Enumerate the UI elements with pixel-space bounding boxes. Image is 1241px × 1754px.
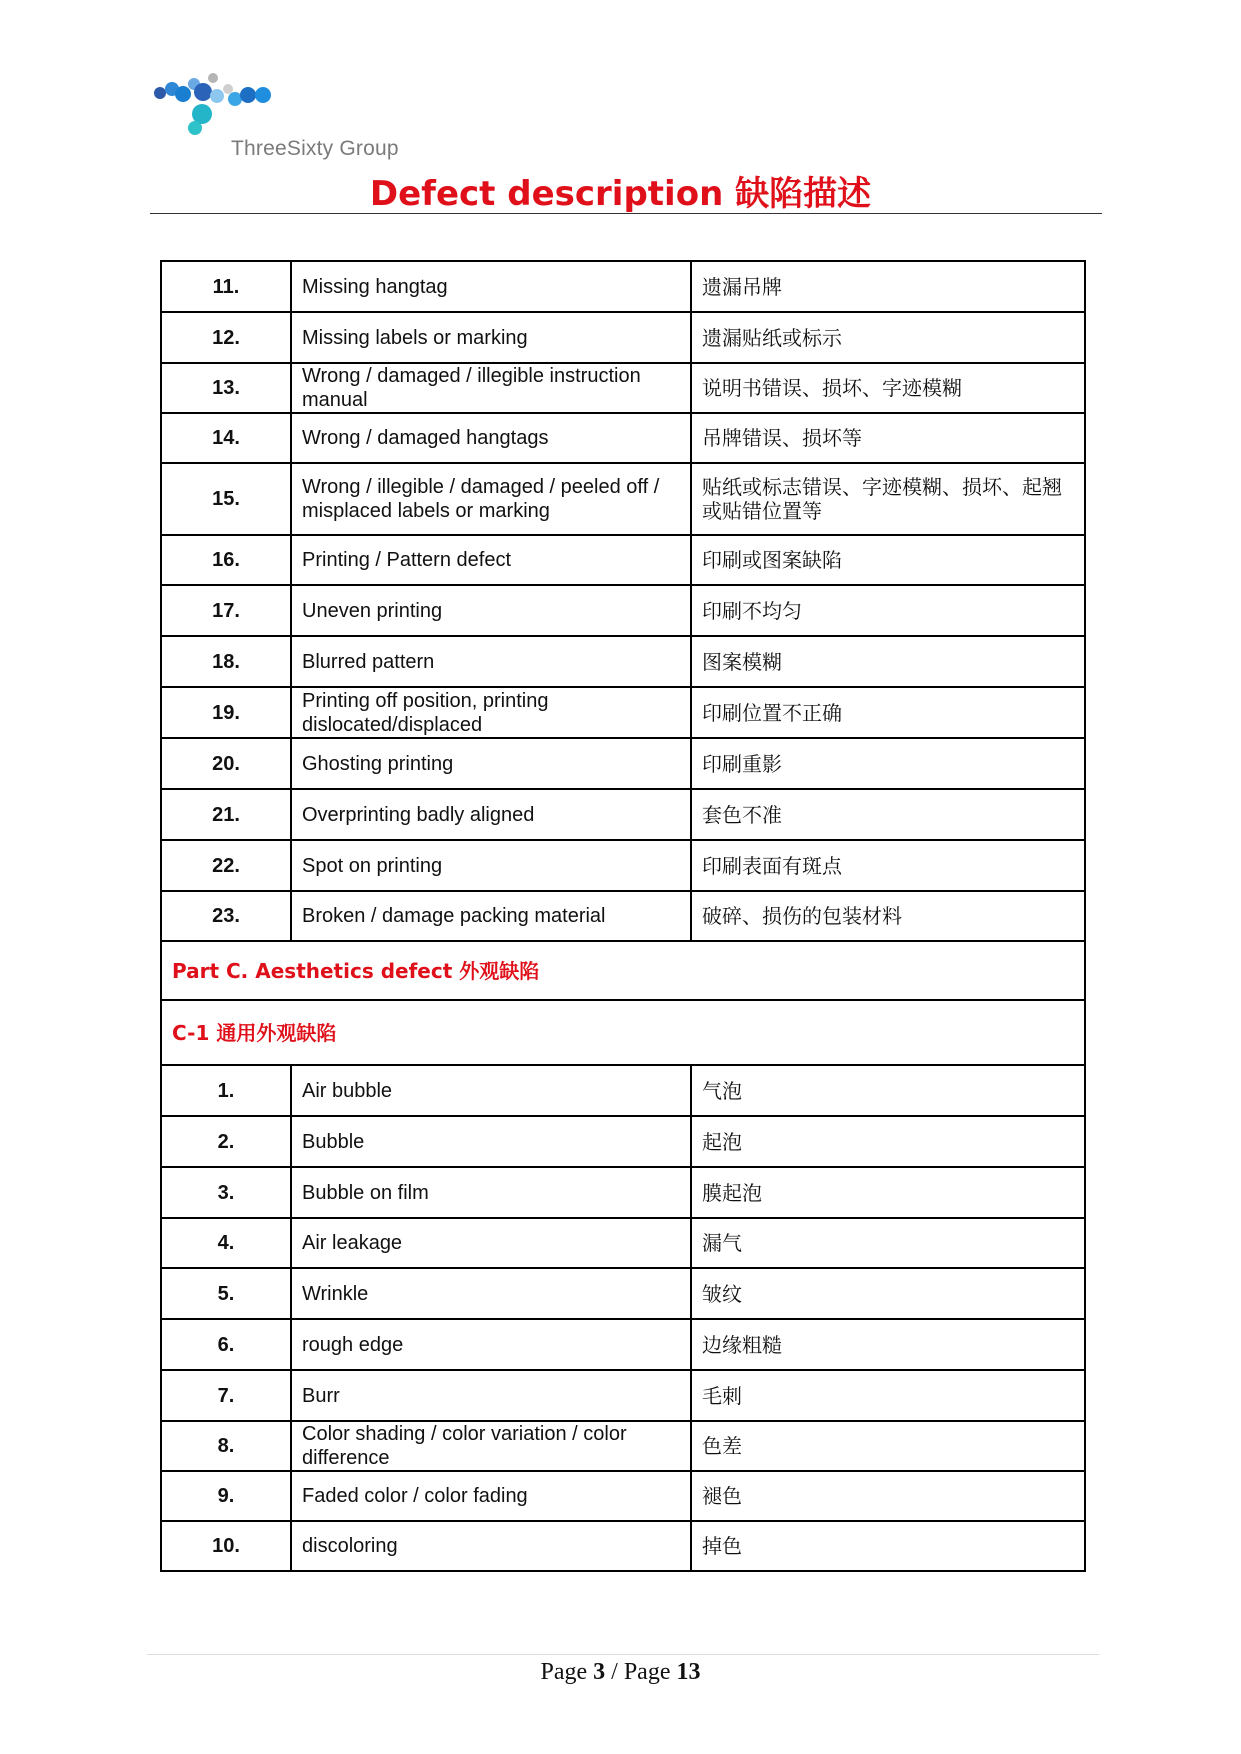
defect-chinese: 遗漏吊牌 [691, 261, 1085, 312]
page-label: Page [540, 1659, 588, 1685]
defect-english: Overprinting badly aligned [291, 789, 691, 840]
defect-chinese: 印刷重影 [691, 738, 1085, 789]
row-number: 6. [161, 1319, 291, 1370]
defect-english: Wrong / damaged hangtags [291, 413, 691, 463]
table-row [161, 636, 1085, 687]
header-divider [150, 213, 1102, 214]
defect-english: Missing labels or marking [291, 312, 691, 363]
defect-chinese: 印刷位置不正确 [691, 687, 1085, 738]
table-row [161, 1065, 1085, 1116]
defect-chinese: 皱纹 [691, 1268, 1085, 1319]
defect-english: Bubble [291, 1116, 691, 1167]
defect-chinese: 膜起泡 [691, 1167, 1085, 1218]
defect-chinese: 贴纸或标志错误、字迹模糊、损坏、起翘或贴错位置等 [691, 463, 1085, 535]
row-number: 10. [161, 1521, 291, 1571]
row-number: 2. [161, 1116, 291, 1167]
row-number: 21. [161, 789, 291, 840]
defect-chinese: 遗漏贴纸或标示 [691, 312, 1085, 363]
row-number: 13. [161, 363, 291, 413]
page-current: 3 [593, 1659, 606, 1685]
table-row [161, 738, 1085, 789]
table-row [161, 312, 1085, 363]
page-label-2: Page [623, 1659, 671, 1685]
row-number: 16. [161, 535, 291, 585]
defect-table [160, 260, 1086, 1572]
defect-english: Spot on printing [291, 840, 691, 891]
table-row [161, 535, 1085, 585]
row-number: 1. [161, 1065, 291, 1116]
table-row [161, 1116, 1085, 1167]
defect-english: Wrinkle [291, 1268, 691, 1319]
table-row [161, 789, 1085, 840]
defect-english: Broken / damage packing material [291, 891, 691, 941]
defect-english: discoloring [291, 1521, 691, 1571]
table-row [161, 1370, 1085, 1421]
defect-chinese: 印刷或图案缺陷 [691, 535, 1085, 585]
table-row [161, 1218, 1085, 1268]
row-number: 23. [161, 891, 291, 941]
defect-chinese: 掉色 [691, 1521, 1085, 1571]
row-number: 20. [161, 738, 291, 789]
defect-chinese: 褪色 [691, 1471, 1085, 1521]
defect-chinese: 漏气 [691, 1218, 1085, 1268]
defect-english: Ghosting printing [291, 738, 691, 789]
defect-english: Air bubble [291, 1065, 691, 1116]
defect-chinese: 印刷不均匀 [691, 585, 1085, 636]
defect-english: Wrong / damaged / illegible instruction manual [291, 363, 691, 413]
row-number: 15. [161, 463, 291, 535]
defect-english: Bubble on film [291, 1167, 691, 1218]
defect-chinese: 印刷表面有斑点 [691, 840, 1085, 891]
defect-english: Air leakage [291, 1218, 691, 1268]
table-row [161, 840, 1085, 891]
table-row [161, 1521, 1085, 1571]
row-number: 8. [161, 1421, 291, 1471]
defect-chinese: 说明书错误、损坏、字迹模糊 [691, 363, 1085, 413]
defect-chinese: 起泡 [691, 1116, 1085, 1167]
footer-divider [147, 1654, 1099, 1655]
page-footer [0, 1659, 1241, 1686]
defect-chinese: 毛刺 [691, 1370, 1085, 1421]
defect-chinese: 吊牌错误、损坏等 [691, 413, 1085, 463]
table-row [161, 687, 1085, 738]
table-row [161, 463, 1085, 535]
defect-english: Printing / Pattern defect [291, 535, 691, 585]
defect-english: Wrong / illegible / damaged / peeled off / misplaced labels or marking [291, 463, 691, 535]
defect-english: Printing off position, printing dislocated/displaced [291, 687, 691, 738]
table-row [161, 363, 1085, 413]
defect-english: Faded color / color fading [291, 1471, 691, 1521]
row-number: 5. [161, 1268, 291, 1319]
defect-chinese: 套色不准 [691, 789, 1085, 840]
row-number: 17. [161, 585, 291, 636]
part-c-heading: Part C. Aesthetics defect 外观缺陷 [161, 941, 1085, 1000]
page-title: Defect description 缺陷描述 [369, 174, 872, 214]
defect-chinese: 边缘粗糙 [691, 1319, 1085, 1370]
row-number: 19. [161, 687, 291, 738]
row-number: 11. [161, 261, 291, 312]
defect-chinese: 图案模糊 [691, 636, 1085, 687]
table-row [161, 1167, 1085, 1218]
defect-english: Burr [291, 1370, 691, 1421]
row-number: 3. [161, 1167, 291, 1218]
section-heading-row [161, 941, 1085, 1000]
table-row [161, 413, 1085, 463]
table-row [161, 1421, 1085, 1471]
table-row [161, 1268, 1085, 1319]
defect-english: Missing hangtag [291, 261, 691, 312]
row-number: 9. [161, 1471, 291, 1521]
row-number: 4. [161, 1218, 291, 1268]
page-total: 13 [676, 1659, 701, 1685]
section-heading-row [161, 1000, 1085, 1065]
defect-english: rough edge [291, 1319, 691, 1370]
defect-english: Uneven printing [291, 585, 691, 636]
defect-english: Blurred pattern [291, 636, 691, 687]
table-row [161, 585, 1085, 636]
row-number: 7. [161, 1370, 291, 1421]
table-row [161, 261, 1085, 312]
row-number: 22. [161, 840, 291, 891]
table-row [161, 1319, 1085, 1370]
row-number: 18. [161, 636, 291, 687]
table-row [161, 891, 1085, 941]
logo-text: ThreeSixty Group [231, 137, 399, 160]
row-number: 14. [161, 413, 291, 463]
c1-heading: C-1 通用外观缺陷 [161, 1000, 1085, 1065]
defect-chinese: 破碎、损伤的包装材料 [691, 891, 1085, 941]
defect-chinese: 色差 [691, 1421, 1085, 1471]
defect-english: Color shading / color variation / color difference [291, 1421, 691, 1471]
defect-chinese: 气泡 [691, 1065, 1085, 1116]
page-separator: / [611, 1659, 618, 1685]
table-row [161, 1471, 1085, 1521]
row-number: 12. [161, 312, 291, 363]
